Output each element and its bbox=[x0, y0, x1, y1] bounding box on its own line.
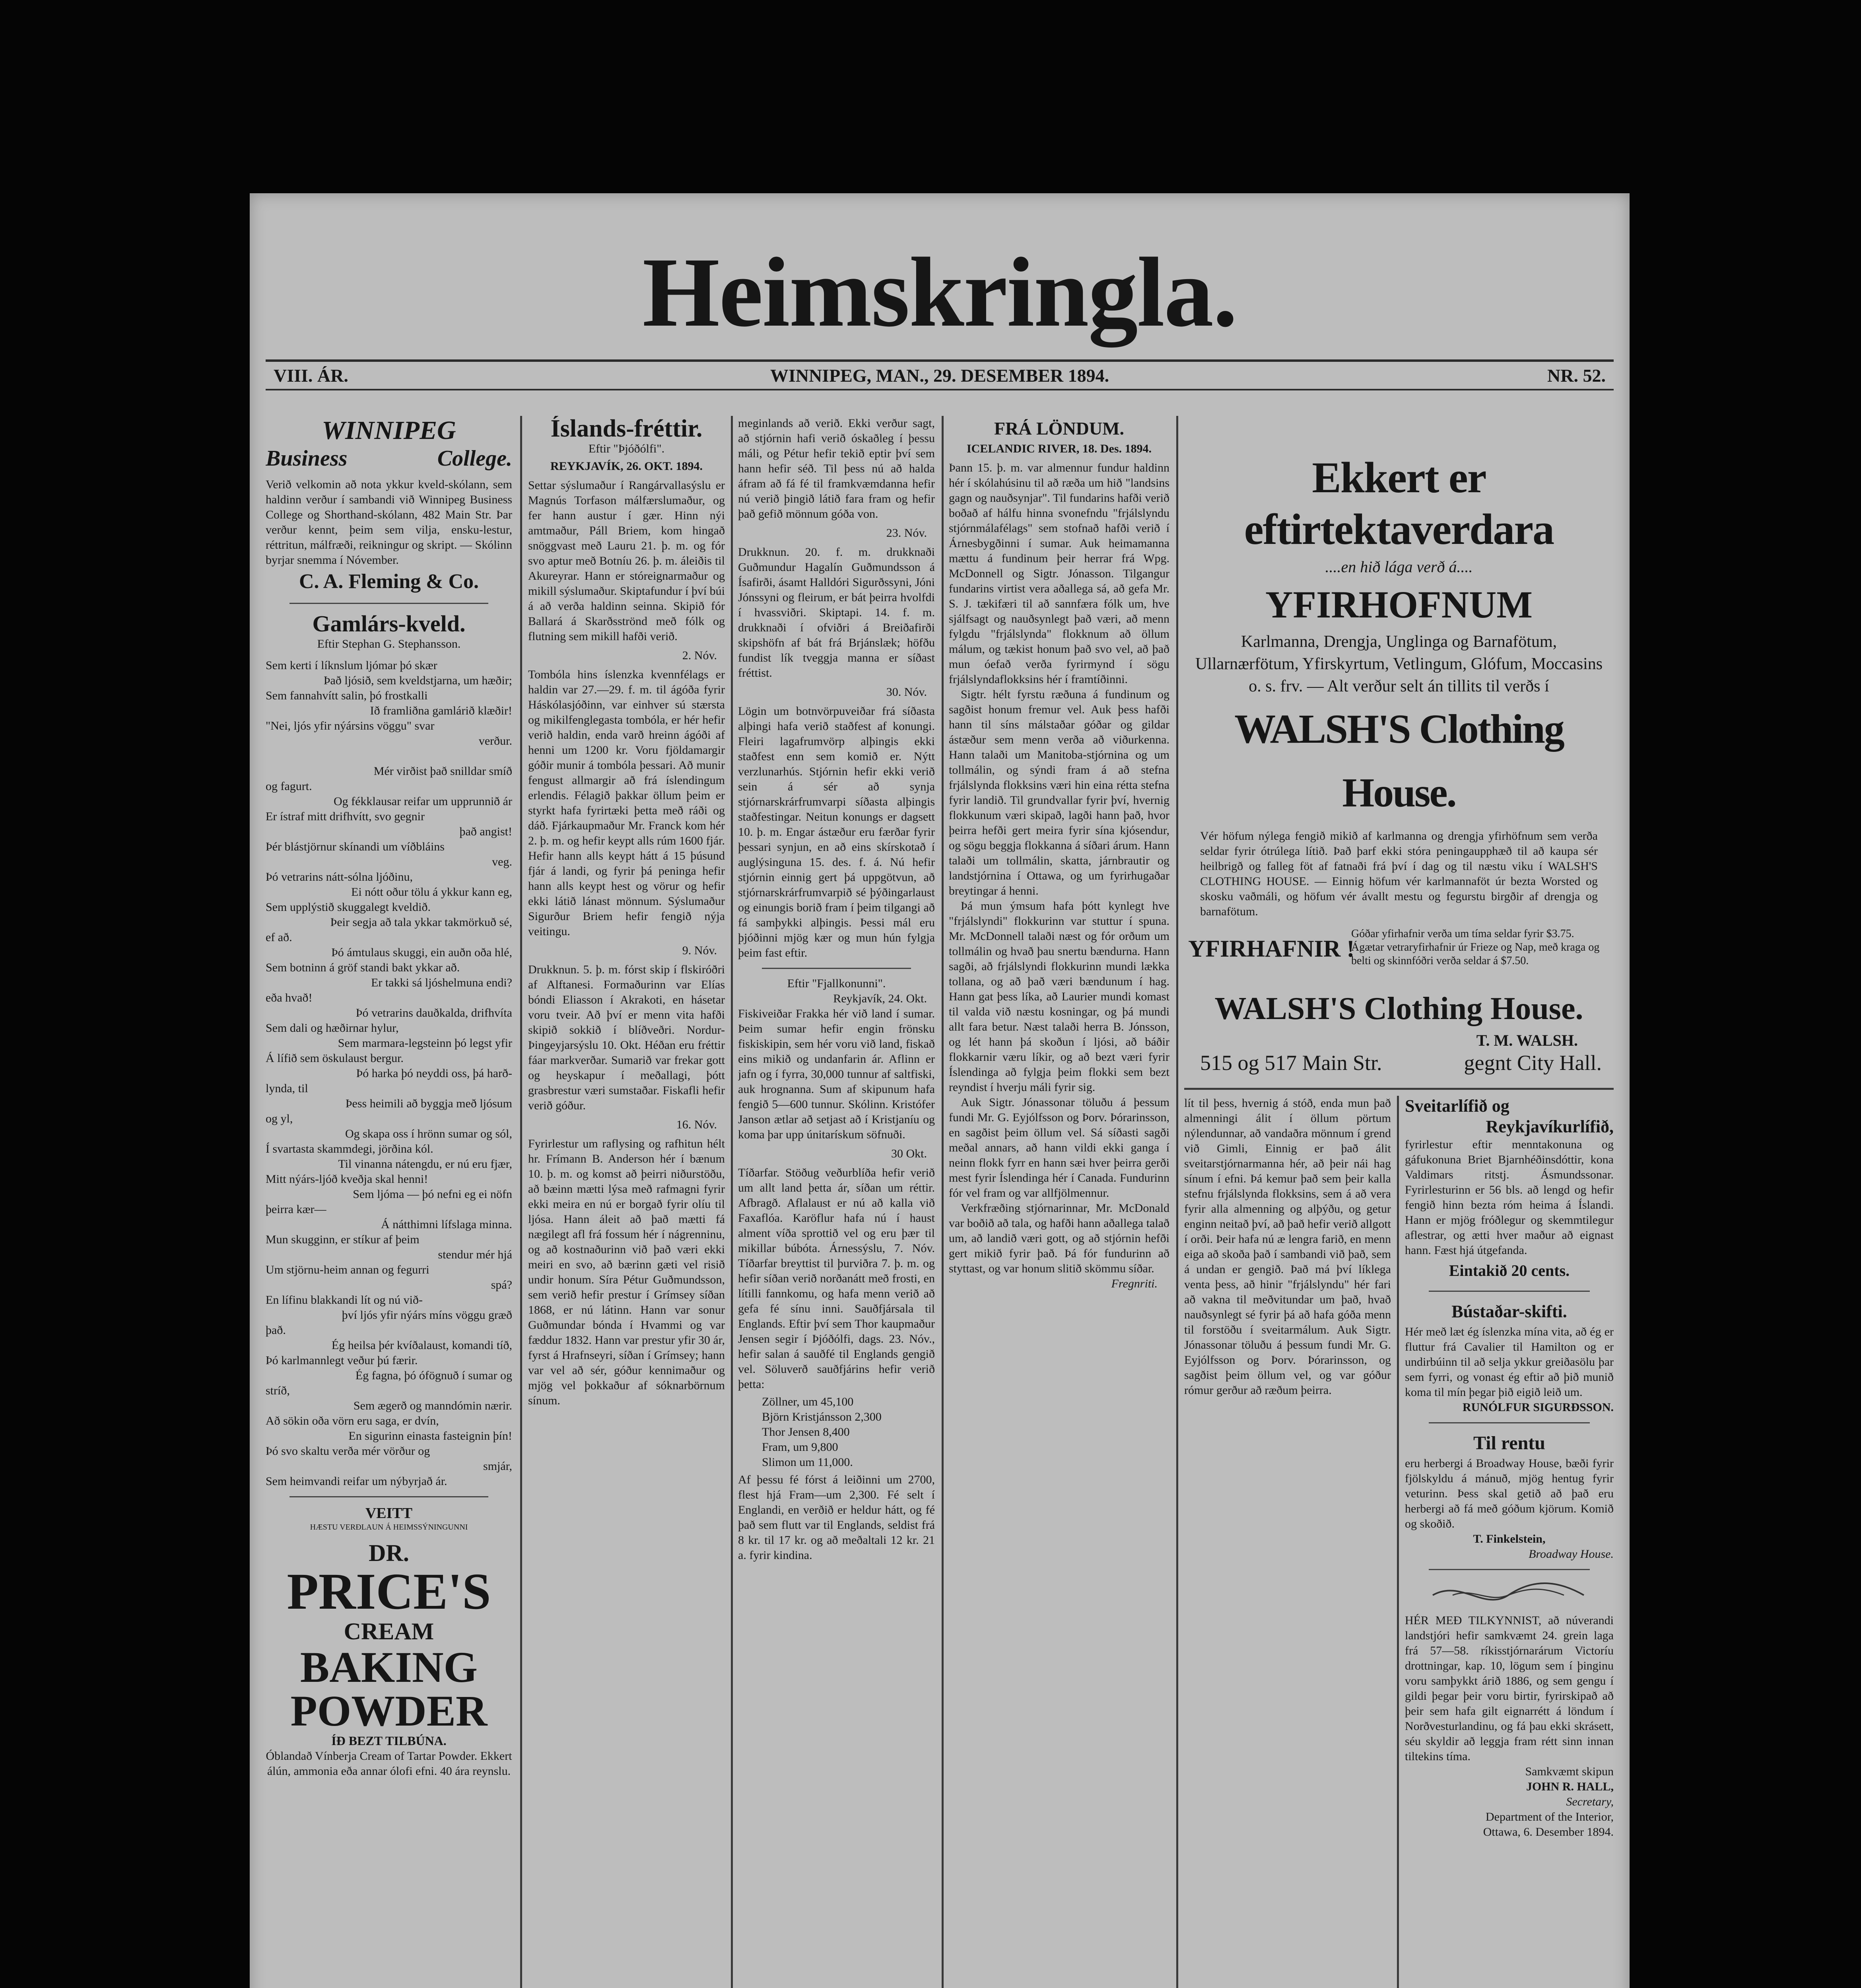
poem-line: Ei nótt oður tölu á ykkur kann eg, bbox=[351, 885, 512, 899]
poem-line: Og skapa oss í hrönn sumar og sól, bbox=[345, 1127, 512, 1140]
list-item: Fram, um 9,800 bbox=[762, 1441, 838, 1454]
article-date: 30. Nóv. bbox=[886, 685, 927, 699]
flourish-icon bbox=[1429, 1579, 1588, 1611]
article-text: Drukknun. 5. þ. m. fórst skip í flskiróðri af Alftanesi. Formaðurinn var Elías bóndi Eliasson í Akrakoti, en hásetar voru tveir. Að því er menn vita hafði skipið sokkið í blíðveðri. Nordur-Þingeyjarsýslu 10. Okt. Héðan eru fréttir fáar markverðar. Sumarið var frekar gott og heyskapur í meðallagi, þótt grasbrestur væri sumstaðar. Fiskafli hefir verið góður. bbox=[528, 963, 725, 1112]
article-text: lít til þess, hvernig á stóð, enda mun það almenningi álit í öllum pörtum nýlendunnar, að vandaðra mönnum í grend við Gimli, Einnig er það álit sveitarstjórnarmanna hér, að þeir nái hag sínum í efni. Þá kemur það sem þeir kalla stefnu frjálslynda flokksins, sem á að vera fyrir alla almenning og alþýðu, og getur enginn neitað því, að það hefir verið allgott í orði. Þeir hafa nú æ lengra farið, en menn eiga að skoða það í sambandi við það, sem á undan er gengið. Það má því líklega venta þess, að hinir "frjálslyndu" hér fari að vakna til meðvitundar um það, hvað nauðsynlegt sé fyrir þá að hafa góða menn til forstöðu í sveitarmálum. Auk Sigtr. Jónassonar töluðu á þessum fundi Mr. G. Eyjólfsson og Þorv. Þórarinsson, og sagðist þeim öllum vel, og var góður rómur gerður að ræðum þeirra. bbox=[1184, 1097, 1391, 1397]
poem-line bbox=[266, 749, 512, 764]
article-date: 23. Nóv. bbox=[886, 526, 927, 540]
relocation-title: Bústaðar-skifti. bbox=[1451, 1302, 1567, 1321]
walsh-ad-store: WALSH'S Clothing House. bbox=[1234, 706, 1564, 815]
article-text: Auk Sigtr. Jónassonar töluðu á þessum fundi Mr. G. Eyjólfsson og Þorv. Þórarinsson, en sagðist þeim öllum vel. Sá síðasti sagði meðal annars, að hann vildi ekki ganga í neinn flokk fyrr en hann sæi hver þeirra gerði mest fyrir Íslendinga hér í Canada. Fundurinn fór vel fram og var allfjölmennur. bbox=[949, 1096, 1169, 1200]
college-ad-word: Business bbox=[266, 446, 348, 471]
article-text: Tíðarfar. Stöðug veðurblíða hefir verið um allt land þetta ár, síðan um réttir. Afbragð. Aflalaust er nú að kalla við Faxaflóa. Karöflur hafa nú í haust alment víða sprottið vel og eru þær til mikillar búbóta. Árnessýslu, 7. Nóv. Tíðarfar breyttist til þurviðra 7. þ. m. og hefir síðan verið norðanátt með frosti, en lítilli fannkomu, og hafa menn verið að gefa fé sínu inni. Sauðfjársala til Englands. Eftir því sem Thor kaupmaður Jensen segir í Þjóðólfi, dags. 23. Nóv., hefir salan á sauðfé til Englands gengið vel. Söluverð sauðfjárins hefir verið þetta: bbox=[738, 1166, 935, 1391]
walsh-ad-subline: ....en hið lága verð á.... bbox=[1325, 558, 1473, 576]
column-rule bbox=[942, 416, 944, 1988]
notice-signature: JOHN R. HALL, bbox=[1526, 1780, 1614, 1793]
poem-line: ef að. bbox=[266, 931, 292, 944]
from-countrymen-title: FRÁ LÖNDUM. bbox=[994, 418, 1125, 439]
column-rule bbox=[520, 416, 522, 1988]
poem-line: lynda, til bbox=[266, 1082, 308, 1095]
poem-line: Að sökin oða vörn eru saga, er dvín, bbox=[266, 1414, 439, 1427]
poem-author: Eftir Stephan G. Stephansson. bbox=[317, 637, 461, 650]
lecture-ad-title-2: Reykjavíkurlífið, bbox=[1486, 1117, 1614, 1136]
iceland-news-title: Íslands-fréttir. bbox=[550, 416, 703, 442]
poem-line: það angist! bbox=[459, 825, 512, 838]
poem-line: Þeir segja að tala ykkar takmörkuð sé, bbox=[330, 916, 512, 929]
notice-body: HÉR MEÐ TILKYNNIST, að núverandi landstjóri hefir samkvæmt 24. grein laga frá 57—58. ríkisstjórnarárum Victoríu drottningar, kap. 10, lögum sem í þinginu voru samþykkt árið 1886, og sem gengu í gildi þegar þeir voru birtir, fyrirskipað að þeir sem hafa gilt eignarrétt á löndum í Norðvesturlandinu, og fá þau ekki skrásett, séu skyldir að leggja fram rétt sinn innan tiltekins tíma. bbox=[1405, 1614, 1614, 1763]
poem-line: Er ístraf mitt drifhvítt, svo gegnir bbox=[266, 810, 425, 823]
poem-line: En lífinu blakkandi lít og nú við- bbox=[266, 1293, 423, 1307]
poem-line: stendur mér hjá bbox=[438, 1248, 512, 1261]
list-item: Thor Jensen 8,400 bbox=[762, 1425, 850, 1439]
article-text: Drukknun. 20. f. m. drukknaði Guðmundur Hagalín Guðmundsson á Ísafirði, ásamt Halldóri Sigurðssyni, Jóni Jónssyni og fleirum, er bát þeirra hvolfdi í hvassviðri. Skiptapi. 14. f. m. drukknaði í ofviðri á Breiðafirði skipshöfn af bát frá Brjánslæk; höfðu fundist lík tveggja manna er síðast fréttist. bbox=[738, 546, 935, 679]
poem-line: það. bbox=[266, 1324, 286, 1337]
newspaper-page bbox=[250, 193, 1630, 1988]
rent-body: eru herbergi á Broadway House, bæði fyrir fjölskyldu á mánuð, mjög hentug fyrir veturinn. Þess skal getið að það eru herbergi að fá með góðum kjörum. Komið og skoðið. bbox=[1405, 1457, 1614, 1530]
article-text: Þá mun ýmsum hafa þótt kynlegt hve "frjálslyndi" flokkurinn var stuttur í spuna. Mr. McDonnell talaði næst og fór orðum um tollmálin og hvað þau snertu bændurna. Hann sagði, að frjálslyndi flokkurinn mundi lækka tollana, og að það væri bændunum í hag. Hann gat þess líka, að Laurier mundi komast til valda við næstu kosningar, og þá mundi allt fara betur. Næst talaði herra B. Jónsson, og lét hann þá skoðun í ljósi, að báðir flokkarnir væru líkir, og að bezt væri fyrir Íslendinga að fylgja þeim flokki sem bezt reyndist í hverju máli fyrir sig. bbox=[949, 899, 1169, 1094]
poem-line: Ég heilsa þér kvíðalaust, komandi tíð, bbox=[331, 1339, 512, 1352]
ad-divider bbox=[1184, 1088, 1614, 1090]
poem-line: því ljós yfir nýárs míns vöggu græð bbox=[342, 1309, 512, 1322]
poem-line: eða hvað! bbox=[266, 991, 313, 1004]
overcoat-label: YFIRHAFNIR ! bbox=[1188, 936, 1355, 962]
article-date: 16. Nóv. bbox=[676, 1118, 717, 1131]
masthead: Heimskringla. bbox=[642, 237, 1237, 348]
rent-signature-2: Broadway House. bbox=[1529, 1547, 1614, 1561]
divider bbox=[1429, 1422, 1590, 1423]
article-text: Verkfræðing stjórnarinnar, Mr. McDonald var boðið að tala, og hafði hann aðallega talað um, að landið væri gott, og að stjórnin hefði gert mikið fyrir það. Þá fór fundurinn að styttast, og var honum slitið skömmu síðar. bbox=[949, 1202, 1169, 1275]
article-text: meginlands að verið. Ekki verður sagt, að stjórnin hafi verið óskaðleg í þessu máli, og Pétur hefir tekið eptir því sem hann hefir séð. Til þess nú að halda áfram að fá fé til framkvæmdanna hefir nú verið þingið látið fara fram og hefir það gefið mönnum góða von. bbox=[738, 417, 935, 520]
poem-line: Þó vetrarins nátt-sólna ljóðinu, bbox=[266, 870, 413, 883]
poem-line: Þó svo skaltu verða mér vörður og bbox=[266, 1444, 430, 1458]
poem-line: En sigurinn einasta fasteignin þín! bbox=[348, 1429, 512, 1442]
column-3 bbox=[738, 416, 935, 1988]
poem-line: Sem upplýstið skuggalegt kveldið. bbox=[266, 901, 431, 914]
poem-line: Á nátthimni lífslaga minna. bbox=[381, 1218, 512, 1231]
list-item: Slimon um 11,000. bbox=[762, 1456, 853, 1469]
divider bbox=[1429, 1291, 1590, 1292]
poem-line: Þó vetrarins dauðkalda, drifhvíta bbox=[355, 1006, 512, 1019]
notice-signature: Samkvæmt skipun bbox=[1525, 1765, 1614, 1778]
article-text: Af þessu fé fórst á leiðinni um 2700, flest hjá Fram—um 2,300. Fé selt í Englandi, en verðið er heldur hátt, og fé það sem flutt var til Englands, seldist frá 8 kr. til 17 kr. og að meðaltali 12 kr. 21 a. fyrir kindina. bbox=[738, 1473, 935, 1562]
poem-line: "Nei, ljós yfir nýársins vöggu" svar bbox=[266, 719, 435, 732]
column-rule bbox=[1176, 416, 1178, 1988]
baking-ad-brand: PRICE'S bbox=[287, 1563, 491, 1620]
poem-line: Sem kerti í líknslum ljómar þó skær bbox=[266, 659, 437, 672]
divider bbox=[289, 603, 488, 604]
poem-line: Sem botninn á gröf standi bakt ykkar að. bbox=[266, 961, 460, 974]
notice-signature: Ottawa, 6. Desember 1894. bbox=[1483, 1825, 1614, 1839]
article-text: Sigtr. hélt fyrstu ræðuna á fundinum og sagðist honum fremur vel. Auk þess hafði hann til síns málstaðar góðar og gildar ástæður sem menn verða að viðurkenna. Hann talaði um Manitoba-stjórnina og um tollmálin, og sýndi fram á að stefna frjálslynda flokksins væri hin eina rétta stefna fyrir landið. Til grundvallar fyrir því, hvernig flokkunum væri skipað, lagði hann það, hvor þeirra hefði gert meira fyrir sína kjósendur, og sögu beggja flokkanna á síðari árum. Hann talaði um tollmálin, skatta, járnbrautir og landstjórnina í Ottawa, og um fyrirhugaðar breytingar á henni. bbox=[949, 688, 1169, 897]
divider bbox=[762, 968, 911, 969]
notice-signature: Department of the Interior, bbox=[1485, 1810, 1614, 1823]
poem-line: Þér blástjörnur skínandi um víðbláins bbox=[266, 840, 445, 853]
baking-ad-award: HÆSTU VERÐLAUN Á HEIMSSÝNINGUNNI bbox=[310, 1523, 468, 1532]
poem-line: og fagurt. bbox=[266, 780, 312, 793]
poem-line: Til vinanna nátengdu, er nú eru fjær, bbox=[338, 1157, 512, 1171]
column-1 bbox=[266, 416, 512, 1988]
letter-source: Eftir "Fjallkonunni". bbox=[787, 977, 886, 990]
dateline: WINNIPEG, MAN., 29. DESEMBER 1894. bbox=[770, 365, 1109, 386]
article-text: Lögin um botnvörpuveiðar frá síðasta alþingi hafa verið staðfest af konungi. Fleiri lagafrumvörp alþingis ekki staðfest enn sem komið er. Nýtt verzlunarhús. Stjórnin hefir ekki verið sein á sér að synja stjórnarskrárfrumvarpi síðasta alþingis staðfestingar. Neitun konungs er dagsett 10. þ. m. Engar ástæður eru færðar fyrir þessari synjun, en að eins skírskotað í auglýsinguna 15. des. f. á. Nú hefir stjórnin einnig gert þá uppgötvun, að stjórnarskrárfrumvarpið sé þýðingarlaust og einungis borið fram í þeim tilgangi að fá samþykki alþingis. Þessi mál eru þjóðinni mjög kær og mun hún fylgja þeim fast eftir. bbox=[738, 705, 935, 959]
relocation-signature: RUNÓLFUR SIGURÐSSON. bbox=[1462, 1401, 1614, 1414]
poem-line: Í svartasta skammdegi, jörðina kól. bbox=[266, 1142, 433, 1155]
column-5-right bbox=[1405, 1096, 1614, 1988]
college-ad-signature: C. A. Fleming & Co. bbox=[299, 570, 479, 593]
lecture-ad-title: Sveitarlífið og bbox=[1405, 1096, 1509, 1116]
poem-line: Mér virðist það snilldar smíð bbox=[373, 765, 512, 778]
poem-line: Sem marmara-legsteinn þó legst yfir bbox=[338, 1037, 512, 1050]
notice-signature: Secretary, bbox=[1566, 1795, 1614, 1808]
walsh-ad-body: Vér höfum nýlega fengið mikið af karlmanna og drengja yfirhöfnum sem verða seldar fyrir ótrúlega lítið. Það þarf ekki stóra peningaupphæð til að kaupa sér heilbrigð og falleg föt af fatnaði frá því í dag og til næstu viku í WALSH'S CLOTHING HOUSE. — Einnig höfum vér karlmannaföt úr bezta Worsted og skosku vaðmáli, og höfum vér ávallt mestu og fegurstu birgðir af drengja og barnafötum. bbox=[1200, 829, 1598, 918]
column-4 bbox=[949, 416, 1169, 1988]
college-ad-title: WINNIPEG bbox=[322, 416, 456, 445]
divider bbox=[289, 1496, 488, 1497]
relocation-body: Hér með læt ég íslenzka mína vita, að ég er fluttur frá Cavalier til Hamilton og er undirbúinn til að selja ykkur greiðasölu þar sem fyrri, og vonast ég eftir að þið munið koma til mín þegar þið eigið leið um. bbox=[1405, 1325, 1614, 1399]
poem-line: veg. bbox=[492, 855, 512, 868]
overcoat-price-text: Góðar yfirhafnir verða um tíma seldar fyrir $3.75. Ágætar vetraryfirhafnir úr Frieze og Nap, með kraga og belti og skinnfóðri verða seldar á $7.50. bbox=[1351, 928, 1600, 967]
baking-ad-baking: BAKING bbox=[300, 1643, 478, 1691]
column-rule bbox=[1397, 1096, 1399, 1988]
poem-line: spá? bbox=[491, 1278, 512, 1291]
lecture-ad-body: fyrirlestur eftir menntakonuna og gáfukonuna Briet Bjarnhéðinsdóttir, kona Valdimars ritstj. Ásmundssonar. Fyrirlesturinn er 56 bls. að lengd og hefir fengið hinn bezta róm heima á Íslandi. Hann er mjög fróðlegur og skemmtilegur aflestrar, og ætti hver maður að eignast hann. Fæst hjá útgefanda. bbox=[1405, 1138, 1614, 1257]
article-text: Settar sýslumaður í Rangárvallasýslu er Magnús Torfason málfærslumaður, og fer hann austur í gær. Hinn nýi amtmaður, Páll Briem, kom hingað snöggvast með Lauru 21. þ. m. og fór svo aptur með Botníu 26. þ. m. áleiðis til Akureyrar. Hann er stóreignarmaður og mikill sýslumaður. Skiptafundur í því búi á að verða haldinn seinna. Skipið fór Ballará á Skarðsströnd með fólk og flutning sem mikill hafði verið. bbox=[528, 479, 725, 643]
poem-line: Það ljósið, sem kveldstjarna, um hæðir; bbox=[323, 674, 512, 687]
baking-ad-brand-dr: DR. bbox=[369, 1540, 409, 1566]
baking-ad-powder: POWDER bbox=[290, 1687, 488, 1735]
walsh-ad-overcoats: YFIRHOFNUM bbox=[1265, 583, 1533, 626]
baking-ad-body: Óblandað Vínberja Cream of Tartar Powder. Ekkert álún, ammonia eða annar ólofi efni. 40 ára reynslu. bbox=[266, 1749, 512, 1778]
poem-line: Þó karlmannlegt veður þú færir. bbox=[266, 1354, 418, 1367]
divider bbox=[1429, 1569, 1590, 1570]
poem-line: Sem heimvandi reifar um nýbyrjað ár. bbox=[266, 1475, 447, 1488]
poem-line: Um stjörnu-heim annan og fegurri bbox=[266, 1263, 429, 1276]
baking-ad-top: VEITT bbox=[365, 1505, 413, 1522]
poem-line: stríð, bbox=[266, 1384, 290, 1397]
poem-line: Sem fannahvítt salin, þó frostkalli bbox=[266, 689, 428, 702]
article-text: Tombóla hins íslenzka kvennfélags er haldin var 27.—29. f. m. til ágóða fyrir Háskólasjóðinn, var einhver sú stærsta og mikilfenglegasta tombóla, er hér hefir verið haldin, enda varð hreinn ágóði af henni um 1200 kr. Voru fjöldamargir góðir munir á tombóla þessari. Að munir fengust allmargir að frá íslendingum erlendis. Félagið þakkar öllum þeim er styrkt hafa fyrirtæki þetta með ráði og dáð. Fjárkaupmaður Mr. Franck kom hér 2. þ. m. og hefir keypt alls rúm 1600 fjár. Hefir hann alls keypt hátt á 15 þúsund fjár á landi, og fyrir þá peninga hefir hann alls keypt hest og vörur og hefir ekki látið lánast mönnum. Sýslumaður Sigurður Briem hefir fengið nýja veitingu. bbox=[528, 668, 725, 938]
poem-line: Ið framliðna gamlárið klæðir! bbox=[370, 704, 512, 717]
college-ad-subtitle bbox=[266, 445, 512, 472]
list-item: Zöllner, um 45,100 bbox=[762, 1395, 854, 1408]
poem-line: og yl, bbox=[266, 1112, 293, 1125]
poem-line: Og fékklausar reifar um upprunnið ár bbox=[333, 795, 512, 808]
article-text: Fiskiveiðar Frakka hér við land í sumar. Þeim sumar hefir engin frönsku fiskiskipin, sem hér voru við land, fiskað eins mikið og undanfarin ár. Aflinn er jafn og í fyrra, 30,000 tunnur af saltfiski, auk hrognanna. Sum af skipunum hafa fengið 5—600 tunnur. Skólinn. Kristófer Janson ætlar að setjast að í Kristjaníu og koma þar upp únitarískum söfnuði. bbox=[738, 1007, 935, 1141]
poem-line: Þó ámtulaus skuggi, ein auðn oða hlé, bbox=[331, 946, 512, 959]
column-rule bbox=[731, 416, 733, 1988]
article-text: Þann 15. þ. m. var almennur fundur haldinn hér í skólahúsinu til að ræða um hið "landsins gagn og nauðsynjar". Til fundarins hafði verið boðað af hálfu hinna svonefndu "frjálslyndu stjórnmálafélags" sem stofnað hafði verið í Árnesbygðinni í sumar. Auk heimamanna mættu á fundinum þeir herrar frá Wpg. McDonnell og Sigtr. Jónasson. Tilgangur fundarins virtist vera aðallega sá, að gefa Mr. S. J. tækifæri til að sannfæra fólk um, hve sjálfsagt og nauðsynlegt það væri, að menn fylgdu "frjálslynda" flokknum að öllum málum, og tækist honum það svo vel, að það mun óefað verða fyrirmynd í sögu frjálslyndaflokksins hér í framtíðinni. bbox=[949, 461, 1169, 686]
sheep-sales-list bbox=[762, 1394, 935, 1470]
letter-place: Reykjavík, 24. Okt. bbox=[833, 992, 927, 1005]
poem-body bbox=[266, 658, 512, 1489]
poem-line: Sem dali og hæðirnar hylur, bbox=[266, 1021, 399, 1035]
article-signature: Fregnriti. bbox=[1111, 1277, 1158, 1290]
poem-line: Sem ljóma — þó nefni eg ei nöfn bbox=[353, 1188, 512, 1201]
poem-line: Mitt nýárs-ljóð kveðja skal henni! bbox=[266, 1173, 428, 1186]
lecture-ad-price: Eintakið 20 cents. bbox=[1449, 1262, 1570, 1279]
walsh-ad-store-2: WALSH'S Clothing House. bbox=[1214, 991, 1583, 1026]
rent-title: Til rentu bbox=[1473, 1433, 1545, 1454]
article-date: 9. Nóv. bbox=[682, 944, 717, 957]
walsh-ad-location: gegnt City Hall. bbox=[1464, 1051, 1602, 1075]
poem-line: Ég fagna, þó ófögnuð í sumar og bbox=[355, 1369, 512, 1382]
rent-signature: T. Finkelstein, bbox=[1473, 1532, 1546, 1545]
decorative-flourish bbox=[1405, 1577, 1614, 1613]
article-text: Fyrirlestur um raflysing og rafhitun hélt hr. Frímann B. Anderson hér í bænum 10. þ. m. og komst að þeirri niðurstöðu, að bæinn mætti lýsa með rafmagni fyrir ekki meira en nú er borgað fyrir olíu til ljósa. Hann áleit að það mætti fá nægilegt afl frá fossum hér í nágrenninu, og að kostnaðurinn við það væri ekki meiri en svo, að bærinn gæti vel risið undir honum. Síra Pétur Guðmundsson, sem verið hefir prestur í Grímsey síðan 1868, er nú látinn. Hann var sonur Guðmundar bónda í Hvammi og var fæddur 1832. Hann var prestur yfir 30 ár, fyrst á Hrafnseyri, síðan í Grímsey; hann var vel að sér, góður kennimaður og mjög vel þokkaður af sóknarbörnum sínum. bbox=[528, 1137, 725, 1407]
poem-line: verður. bbox=[478, 734, 512, 747]
list-item: Björn Kristjánsson 2,300 bbox=[762, 1410, 882, 1423]
poem-line: Þó harka þó neyddi oss, þá harð- bbox=[356, 1067, 512, 1080]
column-2 bbox=[528, 416, 725, 1988]
baking-ad-cream: CREAM bbox=[344, 1618, 434, 1644]
from-countrymen-place: ICELANDIC RIVER, 18. Des. 1894. bbox=[966, 442, 1152, 455]
overcoat-price-row bbox=[1184, 927, 1614, 987]
walsh-ad-address: 515 og 517 Main Str. bbox=[1200, 1051, 1382, 1075]
article-date: 30 Okt. bbox=[891, 1147, 927, 1160]
poem-line: Þess heimili að byggja með ljósum bbox=[345, 1097, 512, 1110]
poem-line: Mun skugginn, er stíkur af þeim bbox=[266, 1233, 420, 1246]
walsh-ad-headline: Ekkert er eftirtektaverdara bbox=[1244, 453, 1554, 553]
iceland-news-source: Eftir "Þjóðólfi". bbox=[588, 442, 665, 455]
poem-line: Sem ægerð og manndómin nærir. bbox=[353, 1399, 512, 1412]
walsh-ad-address-row bbox=[1184, 1050, 1614, 1082]
header-rule-top bbox=[266, 359, 1614, 362]
poem-line: Er takki sá ljóshelmuna endi? bbox=[371, 976, 512, 989]
poem-line: Á lífið sem öskulaust bergur. bbox=[266, 1052, 404, 1065]
header-rule-bottom bbox=[266, 389, 1614, 390]
baking-ad-tagline: ÍÐ BEZT TILBÚNA. bbox=[331, 1734, 447, 1748]
walsh-ad-items: Karlmanna, Drengja, Unglinga og Barnafötum, Ullarnærfötum, Yfirskyrtum, Vetlingum, Glófum, Moccasins o. s. frv. — Alt verður selt án tillits til verðs í bbox=[1195, 633, 1603, 695]
poem-line: þeirra kær— bbox=[266, 1203, 326, 1216]
poem-title: Gamlárs-kveld. bbox=[312, 611, 466, 637]
college-ad-body: Verið velkomin að nota ykkur kveld-skólann, sem haldinn verður í sambandi við Winnipeg Business College og Shorthand-skólann, 482 Main Str. Þar verður kennt, þeim sem vilja, ensku-lestur, réttritun, málfræði, reikningur og skript. — Skólinn byrjar snemma í Nóvember. bbox=[266, 478, 512, 567]
article-date: 2. Nóv. bbox=[682, 649, 717, 662]
iceland-news-place: REYKJAVÍK, 26. OKT. 1894. bbox=[550, 460, 703, 473]
column-5-left bbox=[1184, 1096, 1391, 1988]
volume-label: VIII. ÁR. bbox=[274, 365, 348, 386]
poem-line: smjár, bbox=[483, 1460, 512, 1473]
issue-number: NR. 52. bbox=[1547, 365, 1606, 386]
walsh-ad-owner: T. M. WALSH. bbox=[1476, 1031, 1578, 1049]
college-ad-word: College. bbox=[437, 446, 512, 471]
